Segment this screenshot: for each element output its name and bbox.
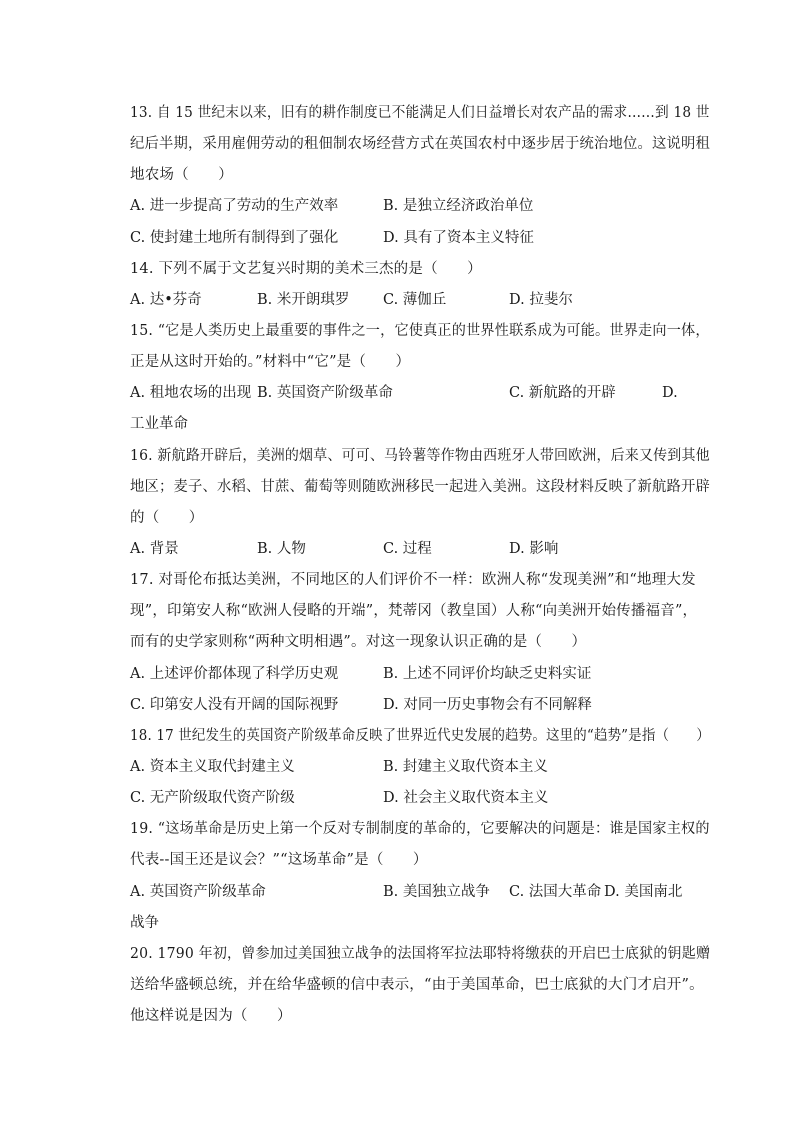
q18-option-d: D. 社会主义取代资本主义 [383, 790, 549, 806]
q14-option-a: A. 达•芬奇 [130, 292, 202, 308]
q18-option-a: A. 资本主义取代封建主义 [130, 759, 295, 775]
q16-stem-line-3: 的（ ） [130, 510, 204, 526]
q15-option-d: D. [662, 385, 678, 401]
q19-option-d: D. 美国南北 [604, 884, 683, 900]
q15-stem-line-2: 正是从这时开始的。”材料中“它”是（ ） [130, 354, 411, 370]
q14-option-d: D. 拉斐尔 [509, 292, 573, 308]
q17-stem-line-1: 17. 对哥伦布抵达美洲，不同地区的人们评价不一样：欧洲人称“发现美洲”和“地理大发 [130, 572, 696, 588]
q18-stem-line-1: 18. 17 世纪发生的英国资产阶级革命反映了世界近代史发展的趋势。这里的“趋势”是指（ ） [130, 728, 710, 744]
q16-option-b: B. 人物 [257, 541, 306, 557]
q15-option-a: A. 租地农场的出现 [130, 385, 252, 401]
q19-option-c: C. 法国大革命 [509, 884, 602, 900]
q17-option-c: C. 印第安人没有开阔的国际视野 [130, 697, 339, 713]
q15-option-b: B. 英国资产阶级革命 [257, 385, 393, 401]
q18-option-b: B. 封建主义取代资本主义 [383, 759, 548, 775]
q13-option-d: D. 具有了资本主义特征 [383, 230, 534, 246]
q17-option-a: A. 上述评价都体现了科学历史观 [130, 666, 339, 682]
q13-option-a: A. 进一步提高了劳动的生产效率 [130, 198, 339, 214]
q17-option-b: B. 上述不同评价均缺乏史料实证 [383, 666, 592, 682]
q13-stem-line-1: 13. 自 15 世纪末以来，旧有的耕作制度已不能满足人们日益增长对农产品的需求……到 18 世 [130, 105, 710, 121]
q19-option-b: B. 美国独立战争 [383, 884, 490, 900]
q15-stem-line-1: 15. “它是人类历史上最重要的事件之一，它使真正的世界性联系成为可能。世界走向一体， [130, 323, 710, 339]
q16-option-d: D. 影响 [509, 541, 559, 557]
q19-stem-line-2: 代表--国王还是议会？”“这场革命”是（ ） [130, 852, 428, 868]
q19-option-a: A. 英国资产阶级革命 [130, 884, 266, 900]
q20-stem-line-2: 送给华盛顿总统，并在给华盛顿的信中表示，“由于美国革命，巴士底狱的大门才启开”。 [130, 977, 704, 993]
q20-stem-line-1: 20. 1790 年初，曾参加过美国独立战争的法国将军拉法耶特将缴获的开启巴士底狱的钥匙赠 [130, 946, 711, 962]
q19-stem-line-1: 19. “这场革命是历史上第一个反对专制制度的革命的，它要解决的问题是：谁是国家主权的 [130, 821, 710, 837]
q15-option-d-text: 工业革命 [130, 416, 188, 432]
q17-option-d: D. 对同一历史事物会有不同解释 [383, 697, 592, 713]
q16-option-a: A. 背景 [130, 541, 179, 557]
q16-stem-line-1: 16. 新航路开辟后，美洲的烟草、可可、马铃薯等作物由西班牙人带回欧洲，后来又传到其他 [130, 448, 710, 464]
q13-stem-line-3: 地农场（ ） [130, 167, 233, 183]
q13-option-b: B. 是独立经济政治单位 [383, 198, 534, 214]
q19-option-d-text: 战争 [130, 915, 159, 931]
q16-stem-line-2: 地区；麦子、水稻、甘蔗、葡萄等则随欧洲移民一起进入美洲。这段材料反映了新航路开辟 [130, 479, 710, 495]
q17-stem-line-2: 现”，印第安人称“欧洲人侵略的开端”，梵蒂冈（教皇国）人称“向美洲开始传播福音”， [130, 603, 698, 619]
q14-stem-line-1: 14. 下列不属于文艺复兴时期的美术三杰的是（ ） [130, 261, 482, 277]
q13-stem-line-2: 纪后半期，采用雇佣劳动的租佃制农场经营方式在英国农村中逐步居于统治地位。这说明租 [130, 136, 710, 152]
q13-option-c: C. 使封建土地所有制得到了强化 [130, 230, 339, 246]
q18-option-c: C. 无产阶级取代资产阶级 [130, 790, 295, 806]
q16-option-c: C. 过程 [383, 541, 432, 557]
q20-stem-line-3: 他这样说是因为（ ） [130, 1008, 292, 1024]
q14-option-b: B. 米开朗琪罗 [257, 292, 350, 308]
q17-stem-line-3: 而有的史学家则称“两种文明相遇”。对这一现象认识正确的是（ ） [130, 634, 587, 650]
q14-option-c: C. 薄伽丘 [383, 292, 447, 308]
q15-option-c: C. 新航路的开辟 [509, 385, 616, 401]
